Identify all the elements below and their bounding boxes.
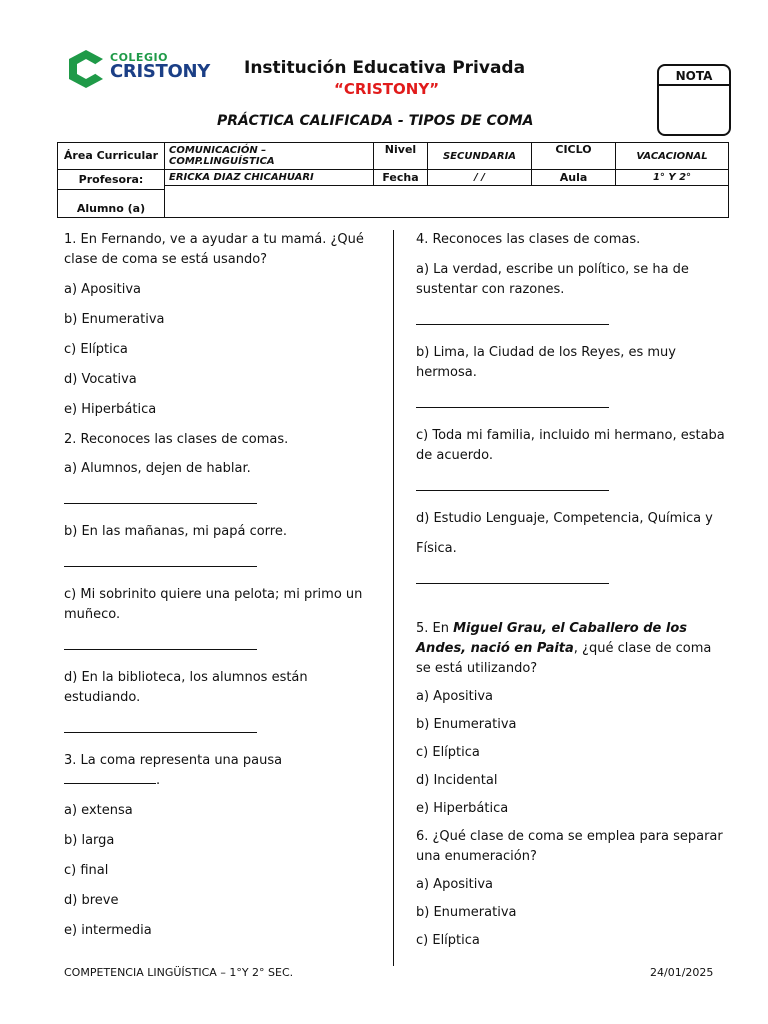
- school-logo: [66, 46, 216, 92]
- q6-option-c[interactable]: c) Elíptica: [416, 933, 480, 948]
- question-2: 2. Reconoces las clases de comas.: [64, 432, 289, 447]
- nivel-label: Nivel: [374, 143, 428, 170]
- q4-d-answer-line[interactable]: [416, 571, 609, 584]
- q1-option-d[interactable]: d) Vocativa: [64, 372, 137, 387]
- q2-item-a: a) Alumnos, dejen de hablar.: [64, 461, 251, 476]
- q3-option-a[interactable]: a) extensa: [64, 803, 133, 818]
- q2-d-answer-line[interactable]: [64, 720, 257, 733]
- area-value-line2: COMP.LINGUÍSTICA: [169, 156, 275, 167]
- q3-option-b[interactable]: b) larga: [64, 833, 115, 848]
- q2-c-answer-line[interactable]: [64, 637, 257, 650]
- page-title: PRÁCTICA CALIFICADA - TIPOS DE COMA: [217, 113, 534, 129]
- q4-item-c: c) Toda mi familia, incluido mi hermano, estaba de acuerdo.: [416, 428, 725, 463]
- profesora-label: Profesora:: [58, 170, 165, 190]
- alumno-label: Alumno (a): [58, 190, 165, 218]
- q2-item-d: d) En la biblioteca, los alumnos están estudiando.: [64, 670, 308, 705]
- ciclo-label: CICLO: [532, 143, 616, 170]
- q5-option-c[interactable]: c) Elíptica: [416, 745, 480, 760]
- nivel-value: SECUNDARIA: [428, 143, 532, 170]
- q3-option-d[interactable]: d) breve: [64, 893, 119, 908]
- q4-item-d: d) Estudio Lenguaje, Competencia, Química y: [416, 511, 713, 526]
- q4-b-answer-line[interactable]: [416, 395, 609, 408]
- q4-item-b: b) Lima, la Ciudad de los Reyes, es muy hermosa.: [416, 345, 676, 380]
- q3-option-e[interactable]: e) intermedia: [64, 923, 152, 938]
- logo-text-colegio: COLEGIO: [110, 51, 168, 64]
- q5-prefix: 5. En: [416, 621, 454, 636]
- question-3: 3. La coma representa una pausa: [64, 753, 283, 768]
- profesora-value: ERICKA DIAZ CHICAHUARI: [165, 170, 374, 186]
- q1-option-c[interactable]: c) Elíptica: [64, 342, 128, 357]
- q2-item-b: b) En las mañanas, mi papá corre.: [64, 524, 287, 539]
- q5-option-d[interactable]: d) Incidental: [416, 773, 498, 788]
- grade-label: NOTA: [659, 66, 729, 86]
- hexagon-logo-icon: [66, 48, 106, 90]
- q5-option-e[interactable]: e) Hiperbática: [416, 801, 509, 816]
- q5-option-b[interactable]: b) Enumerativa: [416, 717, 517, 732]
- q1-option-e[interactable]: e) Hiperbática: [64, 402, 157, 417]
- footer-date: 24/01/2025: [650, 966, 714, 979]
- grade-box: [657, 64, 731, 136]
- q5-option-a[interactable]: a) Apositiva: [416, 689, 494, 704]
- alumno-field[interactable]: [165, 186, 729, 218]
- q4-c-answer-line[interactable]: [416, 478, 609, 491]
- q5-example: Miguel Grau, el Caballero de los Andes, nació en Paita: [416, 621, 688, 656]
- fecha-label: Fecha: [374, 170, 428, 186]
- aula-label: Aula: [532, 170, 616, 186]
- q3-option-c[interactable]: c) final: [64, 863, 109, 878]
- area-value-line1: COMUNICACIÓN –: [169, 145, 267, 156]
- q3-blank[interactable]: [64, 771, 156, 784]
- q1-option-b[interactable]: b) Enumerativa: [64, 312, 165, 327]
- right-column: [416, 230, 726, 951]
- institution-name: “CRISTONY”: [334, 80, 440, 98]
- question-5: [416, 619, 726, 679]
- q5-suffix: , ¿qué clase de coma se está utilizando?: [416, 641, 712, 676]
- q6-option-b[interactable]: b) Enumerativa: [416, 905, 517, 920]
- student-info-table: [57, 142, 729, 218]
- logo-text-cristony: CRISTONY: [110, 61, 211, 82]
- column-divider: [393, 230, 394, 966]
- q2-b-answer-line[interactable]: [64, 554, 257, 567]
- question-4: 4. Reconoces las clases de comas.: [416, 232, 641, 247]
- q4-item-d-cont: Física.: [416, 541, 457, 556]
- footer-course: COMPETENCIA LINGÜÍSTICA – 1°Y 2° SEC.: [64, 966, 294, 979]
- area-label: Área Curricular: [58, 143, 165, 170]
- question-1: 1. En Fernando, ve a ayudar a tu mamá. ¿Qué clase de coma se está usando?: [64, 232, 364, 267]
- q4-item-a: a) La verdad, escribe un político, se ha de sustentar con razones.: [416, 262, 689, 297]
- q4-a-answer-line[interactable]: [416, 312, 609, 325]
- q2-a-answer-line[interactable]: [64, 491, 257, 504]
- area-value: [165, 143, 374, 170]
- q6-option-a[interactable]: a) Apositiva: [416, 877, 494, 892]
- ciclo-value: VACACIONAL: [616, 143, 729, 170]
- left-column: 1. En Fernando, ve a ayudar a tu mamá. ¿Qué clase de coma se está usando? a) Apositiva b) Enumerativa c) Elíptica d) Vocativa e) Hiperbática 2. Reconoces las clases de comas. a) Alumnos, dejen de hablar. b) En las mañanas, mi papá corre. c) Mi sobrinito quiere una pelota; mi primo un muñeco. d) En la biblioteca, los alumnos están estudiando. 3. La coma representa una pausa . a) extensa b) larga c) final d) breve e) intermedia: [64, 230, 374, 941]
- aula-value: 1° Y 2°: [616, 170, 729, 186]
- institution-title: Institución Educativa Privada: [244, 58, 526, 78]
- question-6: 6. ¿Qué clase de coma se emplea para separar una enumeración?: [416, 829, 723, 864]
- fecha-value[interactable]: / /: [428, 170, 532, 186]
- q2-item-c: c) Mi sobrinito quiere una pelota; mi primo un muñeco.: [64, 587, 363, 622]
- q1-option-a[interactable]: a) Apositiva: [64, 282, 142, 297]
